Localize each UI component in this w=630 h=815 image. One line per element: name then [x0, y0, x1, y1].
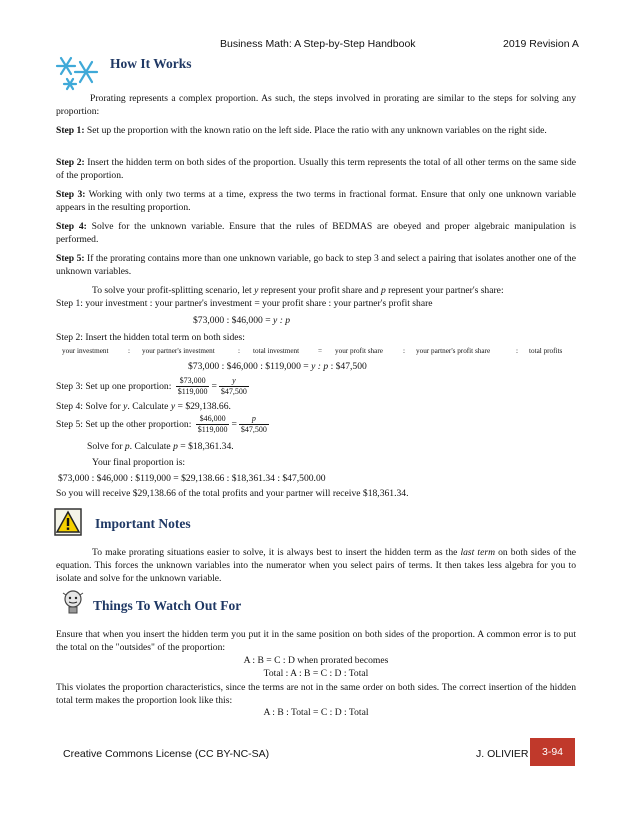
term-label-total-profits: total profits: [529, 347, 563, 355]
warning-icon: [54, 508, 82, 536]
term-label-sep: :: [516, 347, 518, 355]
fraction-p-47500: $\frac{p}{\$47,500}$: [240, 414, 267, 434]
watch-out-title: Things To Watch Out For: [93, 598, 242, 613]
final-proportion-label: Your final proportion is:: [92, 457, 186, 468]
important-notes-text: To make prorating situations easier to solve, it is always best to insert the hidden term as the last term on both sides of the equation. This forces the unknown variables into the numerator when you select pairs of terms. It then takes less algebra for you to isolate and solve for the unknown variable.: [56, 547, 576, 584]
term-label-partner-investment: your partner's investment: [142, 347, 215, 355]
example-step-3: Step 3: Set up one proportion: $\frac{\$73,000}{\$119,000}$ = $\frac{y}{\$47,500}$: [56, 376, 247, 396]
ratio-2: $73,000 : $46,000 : $119,000 = y : p : $47,500: [188, 361, 367, 372]
example-step-4: Step 4: Solve for y. Calculate y = $29,138.66.: [56, 401, 231, 412]
equation-3: A : B : Total = C : D : Total: [263, 707, 369, 718]
example-step-1: Step 1: your investment : your partner's investment = your profit share : your partner's profit share: [56, 298, 433, 309]
fraction-73-119: $\frac{\$73,000}{\$119,000}$: [177, 376, 208, 396]
example-step-2: Step 2: Insert the hidden total term on both sides:: [56, 332, 245, 343]
fraction-y-47500: $\frac{y}{\$47,500}$: [220, 376, 247, 396]
how-it-works-title: How It Works: [110, 56, 192, 71]
equation-2: Total : A : B = C : D : Total: [263, 668, 369, 679]
term-label-partner-profit: your partner's profit share: [416, 347, 491, 355]
term-label-sep: :: [128, 347, 130, 355]
term-label-profit-share: your profit share: [335, 347, 383, 355]
important-notes-title: Important Notes: [95, 516, 191, 531]
term-label-sep: :: [238, 347, 240, 355]
term-label-total-investment: total investment: [253, 347, 300, 355]
conclusion: So you will receive $29,138.66 of the total profits and your partner will receive $18,361.34.: [56, 488, 409, 499]
watch-out-para-1: Ensure that when you insert the hidden term you put it in the same position on both sides of the proportion. A common error is to put the total on the "outsides" of the proportion:: [56, 629, 576, 653]
term-label-equals: =: [318, 347, 323, 355]
term-label-investment: your investment: [62, 347, 109, 355]
watch-out-para-2: This violates the proportion characteristics, since the terms are not in the same order on both sides. The correct insertion of the hidden total term makes the proportion look like this:: [56, 682, 576, 706]
final-proportion: $73,000 : $46,000 : $119,000 = $29,138.66 : $18,361.34 : $47,500.00: [58, 473, 326, 484]
step-2: Step 2: Insert the hidden term on both sides of the proportion. Usually this term represents the total of all other terms on the same side of the proportion.: [56, 157, 576, 181]
step-3: Step 3: Working with only two terms at a time, express the two terms in fractional format. Ensure that only one unknown variable appears in the resulting proportion.: [56, 189, 576, 213]
revision-label: 2019 Revision A: [503, 38, 579, 50]
example-step-5: Step 5: Set up the other proportion: $\frac{\$46,000}{\$119,000}$ = $\frac{p}{\$47,500}$: [56, 414, 267, 434]
snowflake-icon: [52, 52, 104, 92]
solve-for-p: Solve for p. Calculate p = $18,361.34.: [87, 441, 234, 452]
book-title: Business Math: A Step-by-Step Handbook: [220, 38, 416, 50]
step-4: Step 4: Solve for the unknown variable. Ensure that the rules of BEDMAS are obeyed and proper algebraic manipulation is performed.: [56, 221, 576, 245]
license-text: Creative Commons License (CC BY-NC-SA): [63, 748, 270, 760]
equation-1: A : B = C : D when prorated becomes: [243, 655, 389, 666]
step-5: Step 5: If the prorating contains more than one unknown variable, go back to step 3 and select a pairing that isolates another one of the unknown variables.: [56, 253, 576, 277]
intro-paragraph: Prorating represents a complex proportion. As such, the steps involved in prorating are similar to the steps for solving any proportion:: [56, 93, 576, 117]
step-1: Step 1: Set up the proportion with the known ratio on the left side. Place the ratio with any unknown variables on the right side.: [56, 125, 547, 136]
ratio-1: $73,000 : $46,000 = y : p: [193, 315, 291, 326]
page-number: 3-94: [530, 738, 575, 766]
lightbulb-icon: [58, 588, 88, 618]
author-name: J. OLIVIER: [476, 748, 529, 760]
fraction-46-119: $\frac{\$46,000}{\$119,000}$: [197, 414, 228, 434]
example-intro: To solve your profit-splitting scenario, let y represent your profit share and p represent your partner's share:: [92, 285, 504, 296]
term-label-sep: :: [403, 347, 405, 355]
